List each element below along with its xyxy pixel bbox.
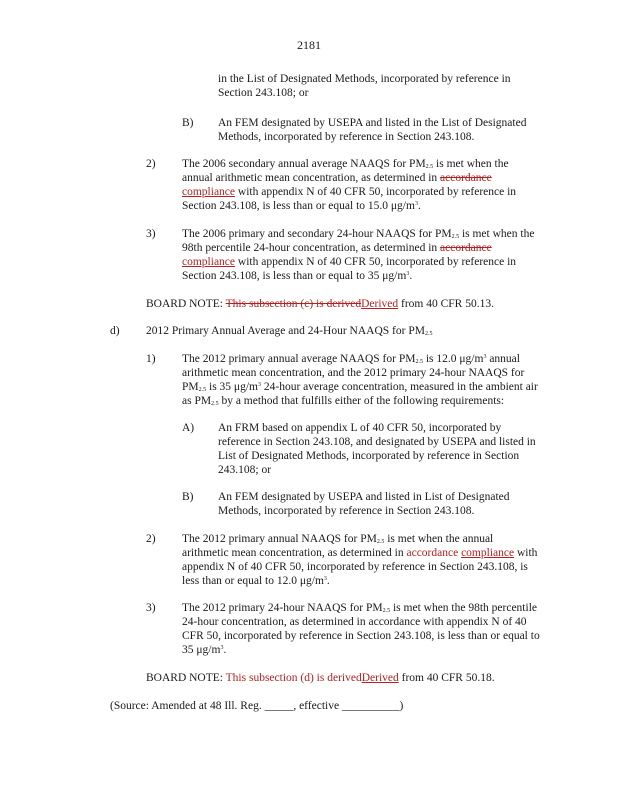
inserted-text: compliance (182, 186, 236, 198)
item-marker: 2) (146, 533, 156, 545)
item-marker: 1) (146, 353, 156, 365)
item-marker: 2) (146, 158, 156, 170)
paragraph-d1: The 2012 primary annual average NAAQS for $PM_{2.5}$ is 12.0 $\mu g/m^3$ annual arithmetic mean concentration, and the 2012 primary 24-hour NAAQS for $PM_{2.5}$ is 35 $\mu g/m^3$ 24-hour average concentration, measured in the ambient air as $PM_{2.5}$ by a method that fulfills either of the following requirements: (182, 353, 538, 407)
deleted-text: This subsection (c) is derived (225, 298, 362, 310)
paragraph-d1-b: An FEM designated by USEPA and listed in List of Designated Methods, incorporated by reference in Section 243.108. (218, 491, 510, 517)
item-marker: B) (182, 117, 194, 129)
page-number: 2181 (297, 38, 321, 52)
paragraph-d3: The 2012 primary 24-hour NAAQS for $PM_{2.5}$ is met when the 98th percentile 24-hour concentration, as determined in accordance with appendix N of 40 CFR 50, incorporated by reference in Section 243.108, is less than or equal to 35 $\mu g/m^3$. (182, 602, 540, 656)
paragraph-c1-b: An FEM designated by USEPA and listed in the List of Designated Methods, incorporated by reference in Section 243.108. (218, 117, 527, 143)
paragraph-d2: The 2012 primary annual NAAQS for $PM_{2.5}$ is met when the annual arithmetic mean concentration, as determined in accordance compliance with appendix N of 40 CFR 50, incorporated by reference in Section 243.108, is less than or equal to 12.0 $\mu g/m^3$. (182, 533, 538, 587)
continuation-text: in the List of Designated Methods, incorporated by reference in Section 243.108; or (218, 73, 511, 99)
paragraph-c2: The 2006 secondary annual average NAAQS for $PM_{2.5}$ is met when the annual arithmetic mean concentration, as determined in accordance compliance with appendix N of 40 CFR 50, incorporated by reference in Section 243.108, is less than or equal to 15.0 $\mu g/m^3$. (182, 158, 517, 212)
board-note-c: BOARD NOTE: This subsection (c) is derivedDerived from 40 CFR 50.13. (146, 298, 494, 310)
source-line: (Source: Amended at 48 Ill. Reg. _____, effective __________) (110, 700, 404, 712)
inserted-text: Derived (361, 672, 399, 684)
item-marker: 3) (146, 228, 156, 240)
deleted-text: accordance (440, 172, 492, 184)
inserted-text: compliance (461, 547, 515, 559)
paragraph-c3: The 2006 primary and secondary 24-hour NAAQS for $PM_{2.5}$ is met when the 98th percentile 24-hour concentration, as determined in accordance compliance with appendix N of 40 CFR 50, incorporated by reference in Section 243.108, is less than or equal to 35 $\mu g/m^3$. (182, 228, 535, 282)
item-marker: B) (182, 491, 194, 503)
deleted-text: This subsection (d) is derived (225, 672, 362, 684)
item-marker: 3) (146, 602, 156, 614)
inserted-text: Derived (361, 298, 399, 310)
paragraph-d1-a: An FRM based on appendix L of 40 CFR 50, incorporated by reference in Section 243.108, and designated by USEPA and listed in List of Designated Methods, incorporated by reference in Section 243.108; or (218, 422, 536, 476)
inserted-text: compliance (182, 256, 236, 268)
deleted-text: accordance (440, 242, 492, 254)
deleted-text: accordance (406, 547, 459, 559)
section-marker: d) (110, 325, 120, 337)
item-marker: A) (182, 422, 195, 434)
board-note-d: BOARD NOTE: This subsection (d) is derivedDerived from 40 CFR 50.18. (146, 672, 495, 684)
section-d-heading: 2012 Primary Annual Average and 24-Hour NAAQS for $PM_{2.5}$ (146, 325, 433, 337)
